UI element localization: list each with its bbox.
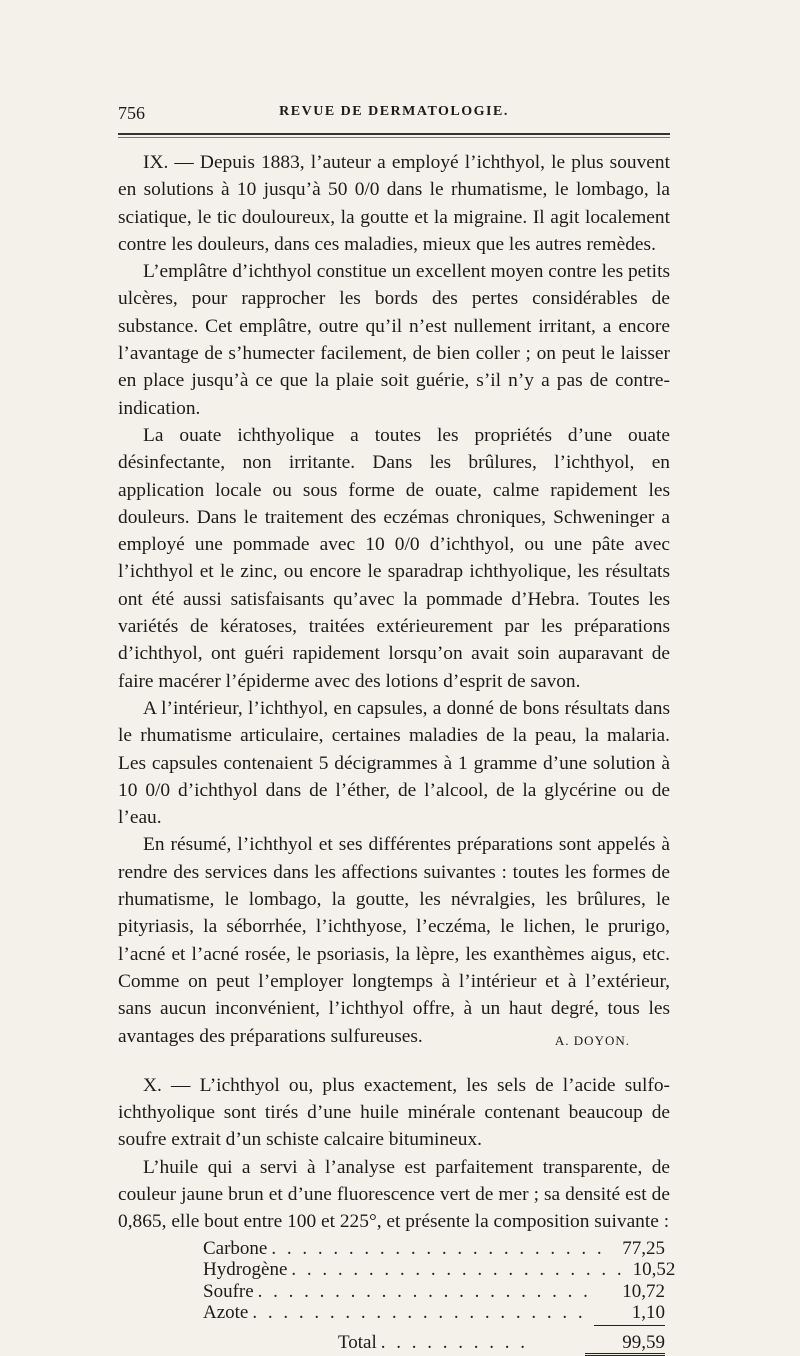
element-value: 10,72: [622, 1280, 665, 1302]
page-header: [118, 103, 670, 127]
running-head: REVUE DE DERMATOLOGIE.: [279, 104, 509, 119]
paragraph-ix-2: L’emplâtre d’ichthyol constitue un excellent moyen contre les petits ulcères, pour rapprocher les bords des pertes considérables de substance. Cet emplâtre, outre qu’il n’est nullement irritant, a encore l’avantage de s’humecter facilement, de bien coller ; on peut le laisser en place jusqu’à ce que la plaie soit guérie, s’il n’y a pas de contre-indication.: [118, 261, 670, 419]
dot-leader: . . . . . . . . . .: [380, 1331, 529, 1353]
paragraph-ix-5: [118, 831, 670, 1049]
element-value: 10,52: [632, 1259, 676, 1281]
element-value: 77,25: [622, 1237, 665, 1259]
composition-row-azote: [203, 1302, 665, 1326]
dot-leader: . . . . . . . . . . . . . . . . . . . . . .: [257, 1280, 591, 1302]
total-label: Total: [338, 1331, 377, 1353]
dot-leader: . . . . . . . . . . . . . . . . . . . . . .: [291, 1259, 625, 1281]
author-signature: A. DOYON.: [554, 1032, 630, 1048]
body-text: [118, 149, 676, 1356]
element-name: Azote: [203, 1302, 249, 1324]
dot-leader: . . . . . . . . . . . . . . . . . . . . . .: [271, 1237, 605, 1259]
paragraph-x-2: L’huile qui a servi à l’analyse est parfaitement transparente, de couleur jaune brun et d’une fluorescence vert de mer ; sa densité est de 0,865, elle bout entre 100 et 225°, et présente la composition suivante :: [118, 1156, 670, 1233]
paragraph-x-1: X. — L’ichthyol ou, plus exactement, les sels de l’acide sulfo-ichthyolique sont tirés d’une huile minérale contenant beaucoup de soufre extrait d’un schiste calcaire bitumineux.: [118, 1074, 670, 1151]
total-value: 99,59: [585, 1332, 665, 1356]
composition-total-row: [203, 1332, 665, 1356]
composition-row-carbone: [203, 1238, 665, 1260]
element-name: Carbone: [203, 1237, 268, 1259]
paragraph-ix-1: IX. — Depuis 1883, l’auteur a employé l’ichthyol, le plus souvent en solutions à 10 jusqu’à 50 0/0 dans le rhumatisme, le lombago, la sciatique, le tic douloureux, la goutte et la migraine. Il agit localement contre les douleurs, dans ces maladies, mieux que les autres remèdes.: [118, 152, 670, 255]
dot-leader: . . . . . . . . . . . . . . . . . . . . . .: [252, 1302, 586, 1324]
header-rule: [118, 133, 670, 135]
composition-row-soufre: [203, 1281, 665, 1303]
section-gap: [118, 1054, 670, 1072]
paragraph-ix-3: La ouate ichthyolique a toutes les propriétés d’une ouate désinfectante, non irritante. Dans les brûlures, l’ichthyol, en application locale ou sous forme de ouate, calme rapidement les douleurs. Dans le traitement des eczémas chroniques, Schweninger a employé une pommade avec 10 0/0 d’ichthyol, ou une pâte avec l’ichthyol et le zinc, ou encore le sparadrap ichthyolique, les résultats ont été aussi satisfaisants qu’avec la pommade d’Hebra. Toutes les variétés de kératoses, traitées extérieurement par les préparations d’ichthyol, ont guéri rapidement lorsqu’on avait soin auparavant de faire macérer l’épiderme avec des lotions d’esprit de savon.: [118, 424, 670, 692]
paragraph-ix-4: A l’intérieur, l’ichthyol, en capsules, a donné de bons résultats dans le rhumatisme articulaire, certaines maladies de la peau, la malaria. Les capsules contenaient 5 décigrammes à 1 gramme d’une solution à 10 0/0 d’ichthyol dans de l’éther, de l’alcool, de la glycérine ou de l’eau.: [118, 697, 670, 829]
element-name: Soufre: [203, 1280, 254, 1302]
page-number: 756: [118, 103, 145, 123]
paragraph-ix-5-text: En résumé, l’ichthyol et ses différentes préparations sont appelés à rendre des services dans les affections suivantes : toutes les formes de rhumatisme, le lombago, la goutte, les névralgies, les brûlures, le pityriasis, la séborrhée, l’ichthyose, l’eczéma, le lichen, le prurigo, l’acné et l’acné rosée, le psoriasis, la lèpre, les exanthèmes aigus, etc. Comme on peut l’employer longtemps à l’intérieur et à l’extérieur, sans aucun inconvénient, l’ichthyol offre, à un haut degré, tous les avantages des préparations sulfureuses.: [118, 834, 670, 1047]
element-value: 1,10: [594, 1302, 665, 1326]
element-name: Hydrogène: [203, 1259, 288, 1281]
header-rule-thin: [118, 137, 670, 138]
composition-table: [203, 1237, 676, 1356]
composition-row-hydrogene: [203, 1259, 676, 1281]
